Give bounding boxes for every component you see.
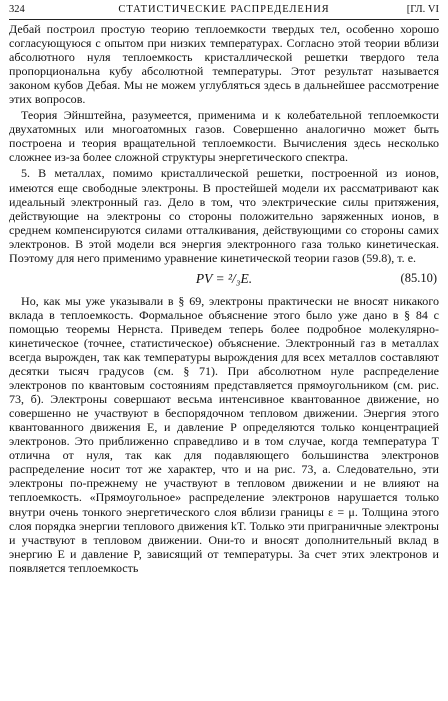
- running-title: СТАТИСТИЧЕСКИЕ РАСПРЕДЕЛЕНИЯ: [118, 4, 330, 15]
- equation-number: (85.10): [400, 270, 437, 285]
- page-header: [9, 2, 439, 20]
- paragraph-electron-gas: [9, 294, 439, 575]
- paragraph-metals: [9, 166, 439, 264]
- paragraph-text: Но, как мы уже указывали в § 69, электроны практически не вносят никакого вклада в теплоемкость. Формальное объяснение этого было уже дано в § 84 с помощью теоремы Нернста. Приведем теперь более подробное молекулярно-кинетическое (точнее, статистическое) объяснение. Электронный газ в металлах всегда вырожден, так как температуры вырождения для всех металлов составляют десятки тысяч градусов (см. § 71). При абсолютном нуле распределение электронов по квантовым состояниям представляется прямоугольником (см. рис. 73, б). Электроны совершают весьма интенсивное квантованное движение, но совершенно не участвуют в беспорядочном тепловом движении. Энергия этого квантованного движения E, и давление P определяются только концентрацией электронов. Это приближенно справедливо и в том случае, когда температура T отлична от нуля, так как для подавляющего большинства электронов распределение носит тот же характер, что и на рис. 73, а. Следовательно, эти электроны по-прежнему не участвуют в тепловом движении и не влияют на теплоемкость. «Прямоугольное» распределение электронов нарушается только внутри очень тонкого энергетического слоя вблизи границы ε = μ. Толщина этого слоя порядка энергии теплового движения kT. Только эти приграничные электроны и участвуют в тепловом движении. Они-то и вносят дополнительный вклад в энергию E и давление P, зависящий от температуры. За счет этих электронов и появляется теплоемкость: [9, 293, 439, 575]
- paragraph-text: 5. В металлах, помимо кристаллической решетки, построенной из ионов, имеются еще свободные электроны. В простейшей модели их рассматривают как идеальный электронный газ. Дело в том, что электрические силы притяжения, действующие на электроны со стороны положительно заряженных ионов, в среднем компенсируются силами отталкивания, действующими со стороны самих электронов. В этой модели вся энергия электронного газа только кинетическая. Поэтому для него применимо уравнение кинетической теории газов (59.8), т. е.: [9, 166, 439, 265]
- paragraph-text: Теория Эйнштейна, разумеется, применима и к колебательной теплоемкости двухатомных или многоатомных газов. Совершенно аналогично может быть построена и теория вращательной теплоемкости. Вычисления здесь несколько сложнее из-за более сложной структуры энергетического спектра.: [9, 108, 439, 165]
- chapter-label: [ГЛ. VI: [406, 4, 439, 15]
- page-number: 324: [9, 4, 25, 15]
- equation-expression: PV = ²/₃E.: [195, 270, 253, 286]
- paragraph-einstein: [9, 108, 439, 164]
- equation-85-10: [9, 268, 439, 290]
- paragraph-text: Дебай построил простую теорию теплоемкости твердых тел, особенно хорошо согласующуюся с опытом при низких температурах. Согласно этой теории вблизи абсолютного нуля теплоемкость кристаллической решетки твердого тела пропорциональна кубу абсолютной температуры. Этот результат называется законом кубов Дебая. Мы не можем углубляться здесь в дальнейшее рассмотрение этих вопросов.: [9, 22, 439, 107]
- paragraph-debye: [9, 22, 439, 106]
